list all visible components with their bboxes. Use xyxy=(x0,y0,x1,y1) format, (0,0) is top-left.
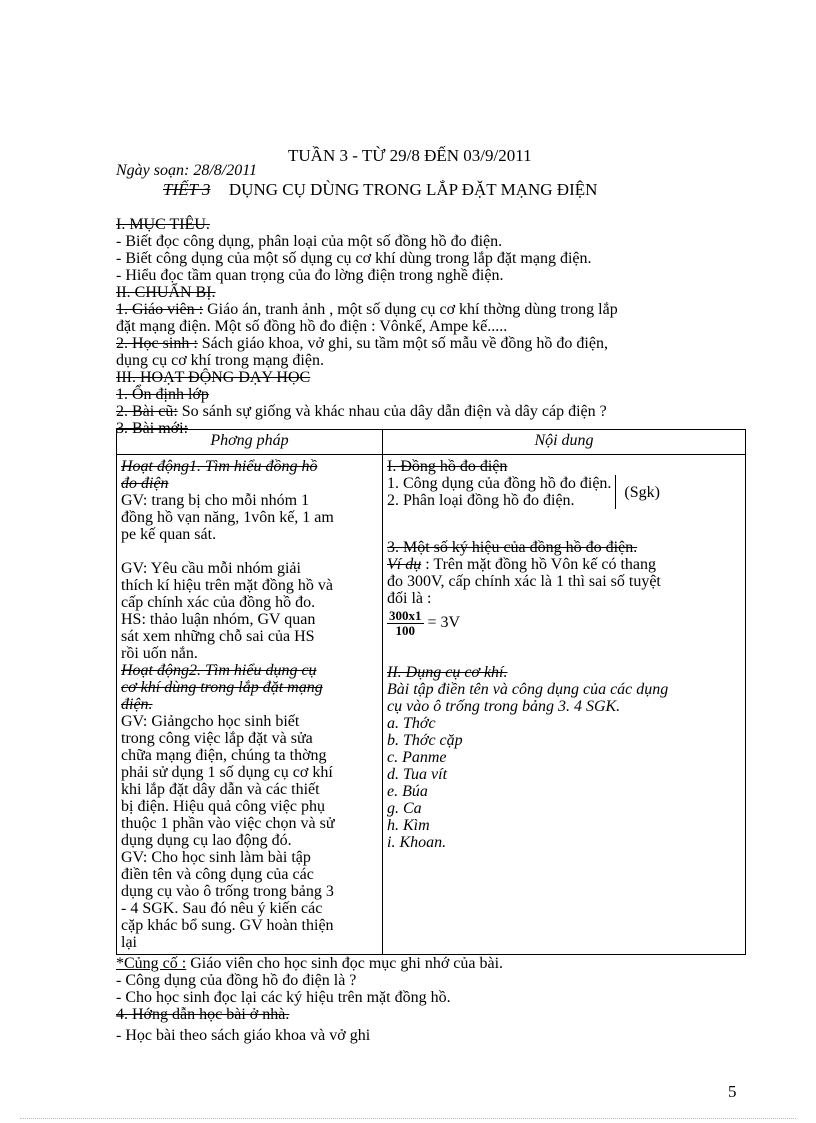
activity2-title-cont: điện. xyxy=(121,696,153,713)
section2-intro: Bài tập điền tên và công dụng của các dụng xyxy=(387,681,669,698)
method-line: dụng cụ vào ô trống trong bảng 3 xyxy=(121,883,334,900)
method-line: điền tên và công dụng của các xyxy=(121,866,314,883)
date-prepared: Ngày soạn: 28/8/2011 xyxy=(116,162,258,179)
page-bottom-rule xyxy=(20,1118,796,1119)
method-line: GV: Giảngcho học sinh biết xyxy=(121,713,300,730)
tool-item: i. Khoan. xyxy=(387,834,447,851)
page-number: 5 xyxy=(728,1082,737,1101)
method-line: cấp chính xác của đồng hồ đo. xyxy=(121,594,316,611)
tool-item: b. Thớc cặp xyxy=(387,732,463,749)
lesson-number: TIẾT 3 xyxy=(163,180,211,199)
method-line: khi lắp đặt dây dẫn và các thiết xyxy=(121,781,320,798)
teacher-prep xyxy=(116,301,618,318)
homework-heading: 4. Hớng dẫn học bài ở nhà. xyxy=(116,1006,290,1023)
method-line: lại xyxy=(121,934,137,951)
tool-item: g. Ca xyxy=(387,800,422,817)
method-line: rồi uốn nắn. xyxy=(121,645,198,662)
method-line: dụng dụng cụ lao động đó. xyxy=(121,832,292,849)
method-line: thích kí hiệu trên mặt đồng hồ và xyxy=(121,577,333,594)
method-line: trong công việc lắp đặt và sửa xyxy=(121,730,313,747)
lesson-title: DỤNG CỤ DÙNG TRONG LẮP ĐẶT MẠNG ĐIỆN xyxy=(228,180,598,199)
consolidation-label: *Củng cố : xyxy=(116,955,187,972)
activity2-title-cont: cơ khí dùng trong lắp đặt mạng xyxy=(121,679,323,696)
method-line: - 4 SGK. Sau đó nêu ý kiến các xyxy=(121,900,323,917)
fraction-result: = 3V xyxy=(427,614,461,632)
fraction-numerator: 300x1 xyxy=(389,608,422,623)
content-line: 1. Công dụng của đồng hồ đo điện. xyxy=(387,475,612,492)
section2-heading: II. Dụng cụ cơ khí. xyxy=(387,664,508,681)
preparation-section xyxy=(116,284,618,369)
objective-item: - Biết công dụng của một số dụng cụ cơ khí dùng trong lắp đặt mạng điện. xyxy=(116,250,592,267)
method-line: HS: thảo luận nhóm, GV quan xyxy=(121,611,316,628)
tool-item: e. Búa xyxy=(387,783,428,800)
method-line: đồng hồ vạn năng, 1vôn kế, 1 am xyxy=(121,509,334,526)
method-line: GV: trang bị cho mỗi nhóm 1 xyxy=(121,492,310,509)
table-body-row xyxy=(117,455,746,955)
preparation-heading: II. CHUẨN BỊ. xyxy=(116,284,216,301)
fraction xyxy=(387,609,424,638)
tool-item: c. Panme xyxy=(387,749,447,766)
old-lesson-label: 2. Bài cũ: xyxy=(116,403,178,420)
section3-heading: 3. Một số ký hiệu của đồng hồ đo điện. xyxy=(387,539,638,556)
method-line: GV: Cho học sinh làm bài tập xyxy=(121,849,311,866)
student-prep xyxy=(116,335,618,352)
method-line: chữa mạng điện, chúng ta thờng xyxy=(121,747,327,764)
content-column-header: Nội dung xyxy=(383,430,746,455)
activity1-title: Hoạt động1. Tìm hiểu đồng hồ xyxy=(121,458,318,475)
content-cell xyxy=(383,455,746,955)
error-formula xyxy=(387,609,741,638)
section1-items xyxy=(387,475,741,509)
teacher-prep-cont: đặt mạng điện. Một số đồng hồ đo điện : Vônkế, Ampe kế..... xyxy=(116,318,508,335)
method-line: sát xem những chỗ sai của HS xyxy=(121,628,315,645)
consolidation-text: Giáo viên cho học sinh đọc mục ghi nhớ của bài. xyxy=(186,955,504,972)
table-header-row xyxy=(117,430,746,455)
method-line: pe kế quan sát. xyxy=(121,526,217,543)
consolidation-section xyxy=(116,955,503,1044)
section2-intro-cont: cụ vào ô trống trong bảng 3. 4 SGK. xyxy=(387,698,621,715)
tool-item: d. Tua vít xyxy=(387,766,448,783)
example-label: Ví dụ xyxy=(387,556,422,573)
old-lesson-question: So sánh sự giống và khác nhau của dây dẫn điện và dây cáp điện ? xyxy=(177,403,607,420)
content-line: đối là : xyxy=(387,590,432,607)
method-line: cặp khác bổ sung. GV hoàn thiện xyxy=(121,917,334,934)
activities-heading: III. HOẠT ĐỘNG DẠY HỌC xyxy=(116,369,311,386)
sgk-reference: (Sgk) xyxy=(624,483,660,501)
consolidation-item: - Cho học sinh đọc lại các ký hiệu trên mặt đồng hồ. xyxy=(116,989,451,1006)
lesson-table xyxy=(116,429,746,955)
method-line: thuộc 1 phần vào việc chọn và sử xyxy=(121,815,335,832)
method-column-header: Phơng pháp xyxy=(117,430,383,455)
lesson-heading xyxy=(163,181,597,198)
method-line: bị điện. Hiệu quả công việc phụ xyxy=(121,798,325,815)
activity2-title: Hoạt động2. Tìm hiểu dụng cụ xyxy=(121,662,317,679)
method-line: GV: Yêu cầu mỗi nhóm giải xyxy=(121,560,301,577)
method-cell xyxy=(117,455,383,955)
section1-heading: I. Đồng hồ đo điện xyxy=(387,458,508,475)
content-line: 2. Phân loại đồng hồ đo điện. xyxy=(387,492,575,509)
consolidation-item: - Công dụng của đồng hồ đo điện là ? xyxy=(116,972,357,989)
objective-item: - Hiểu đọc tầm quan trọng của đo lờng điện trong nghề điện. xyxy=(116,267,504,284)
student-prep-cont: dụng cụ cơ khí trong mạng điện. xyxy=(116,352,324,369)
activity1-title-cont: đo điện xyxy=(121,475,169,492)
method-line: phải sử dụng 1 số dụng cụ cơ khí xyxy=(121,764,333,781)
tool-item: a. Thớc xyxy=(387,715,436,732)
example-line xyxy=(387,556,741,573)
example-text: : Trên mặt đồng hồ Vôn kế có thang xyxy=(421,556,657,573)
activity-step-2 xyxy=(116,403,607,420)
teacher-label: 1. Giáo viên : xyxy=(116,301,204,318)
content-line: đo 300V, cấp chính xác là 1 thì sai số tuyệt xyxy=(387,573,661,590)
activity-step-3: 3. Bài mới: xyxy=(116,420,189,437)
student-label: 2. Học sinh : xyxy=(116,335,198,352)
activity-step-1: 1. Ổn định lớp xyxy=(116,386,209,403)
tool-item: h. Kìm xyxy=(387,817,430,834)
consolidation-line xyxy=(116,955,503,972)
objectives-section xyxy=(116,216,591,284)
student-text: Sách giáo khoa, vở ghi, su tầm một số mẫu về đồng hồ đo điện, xyxy=(197,335,608,352)
homework-item: - Học bài theo sách giáo khoa và vở ghi xyxy=(116,1027,371,1044)
teacher-text: Giáo án, tranh ảnh , một số dụng cụ cơ khí thờng dùng trong lắp xyxy=(203,301,618,318)
objectives-heading: I. MỤC TIÊU. xyxy=(116,216,210,233)
week-title: TUẦN 3 - TỪ 29/8 ĐẾN 03/9/2011 xyxy=(288,146,532,165)
activities-section xyxy=(116,369,607,437)
objective-item: - Biết đọc công dụng, phân loại của một số đồng hồ đo điện. xyxy=(116,233,503,250)
fraction-denominator: 100 xyxy=(395,623,415,638)
